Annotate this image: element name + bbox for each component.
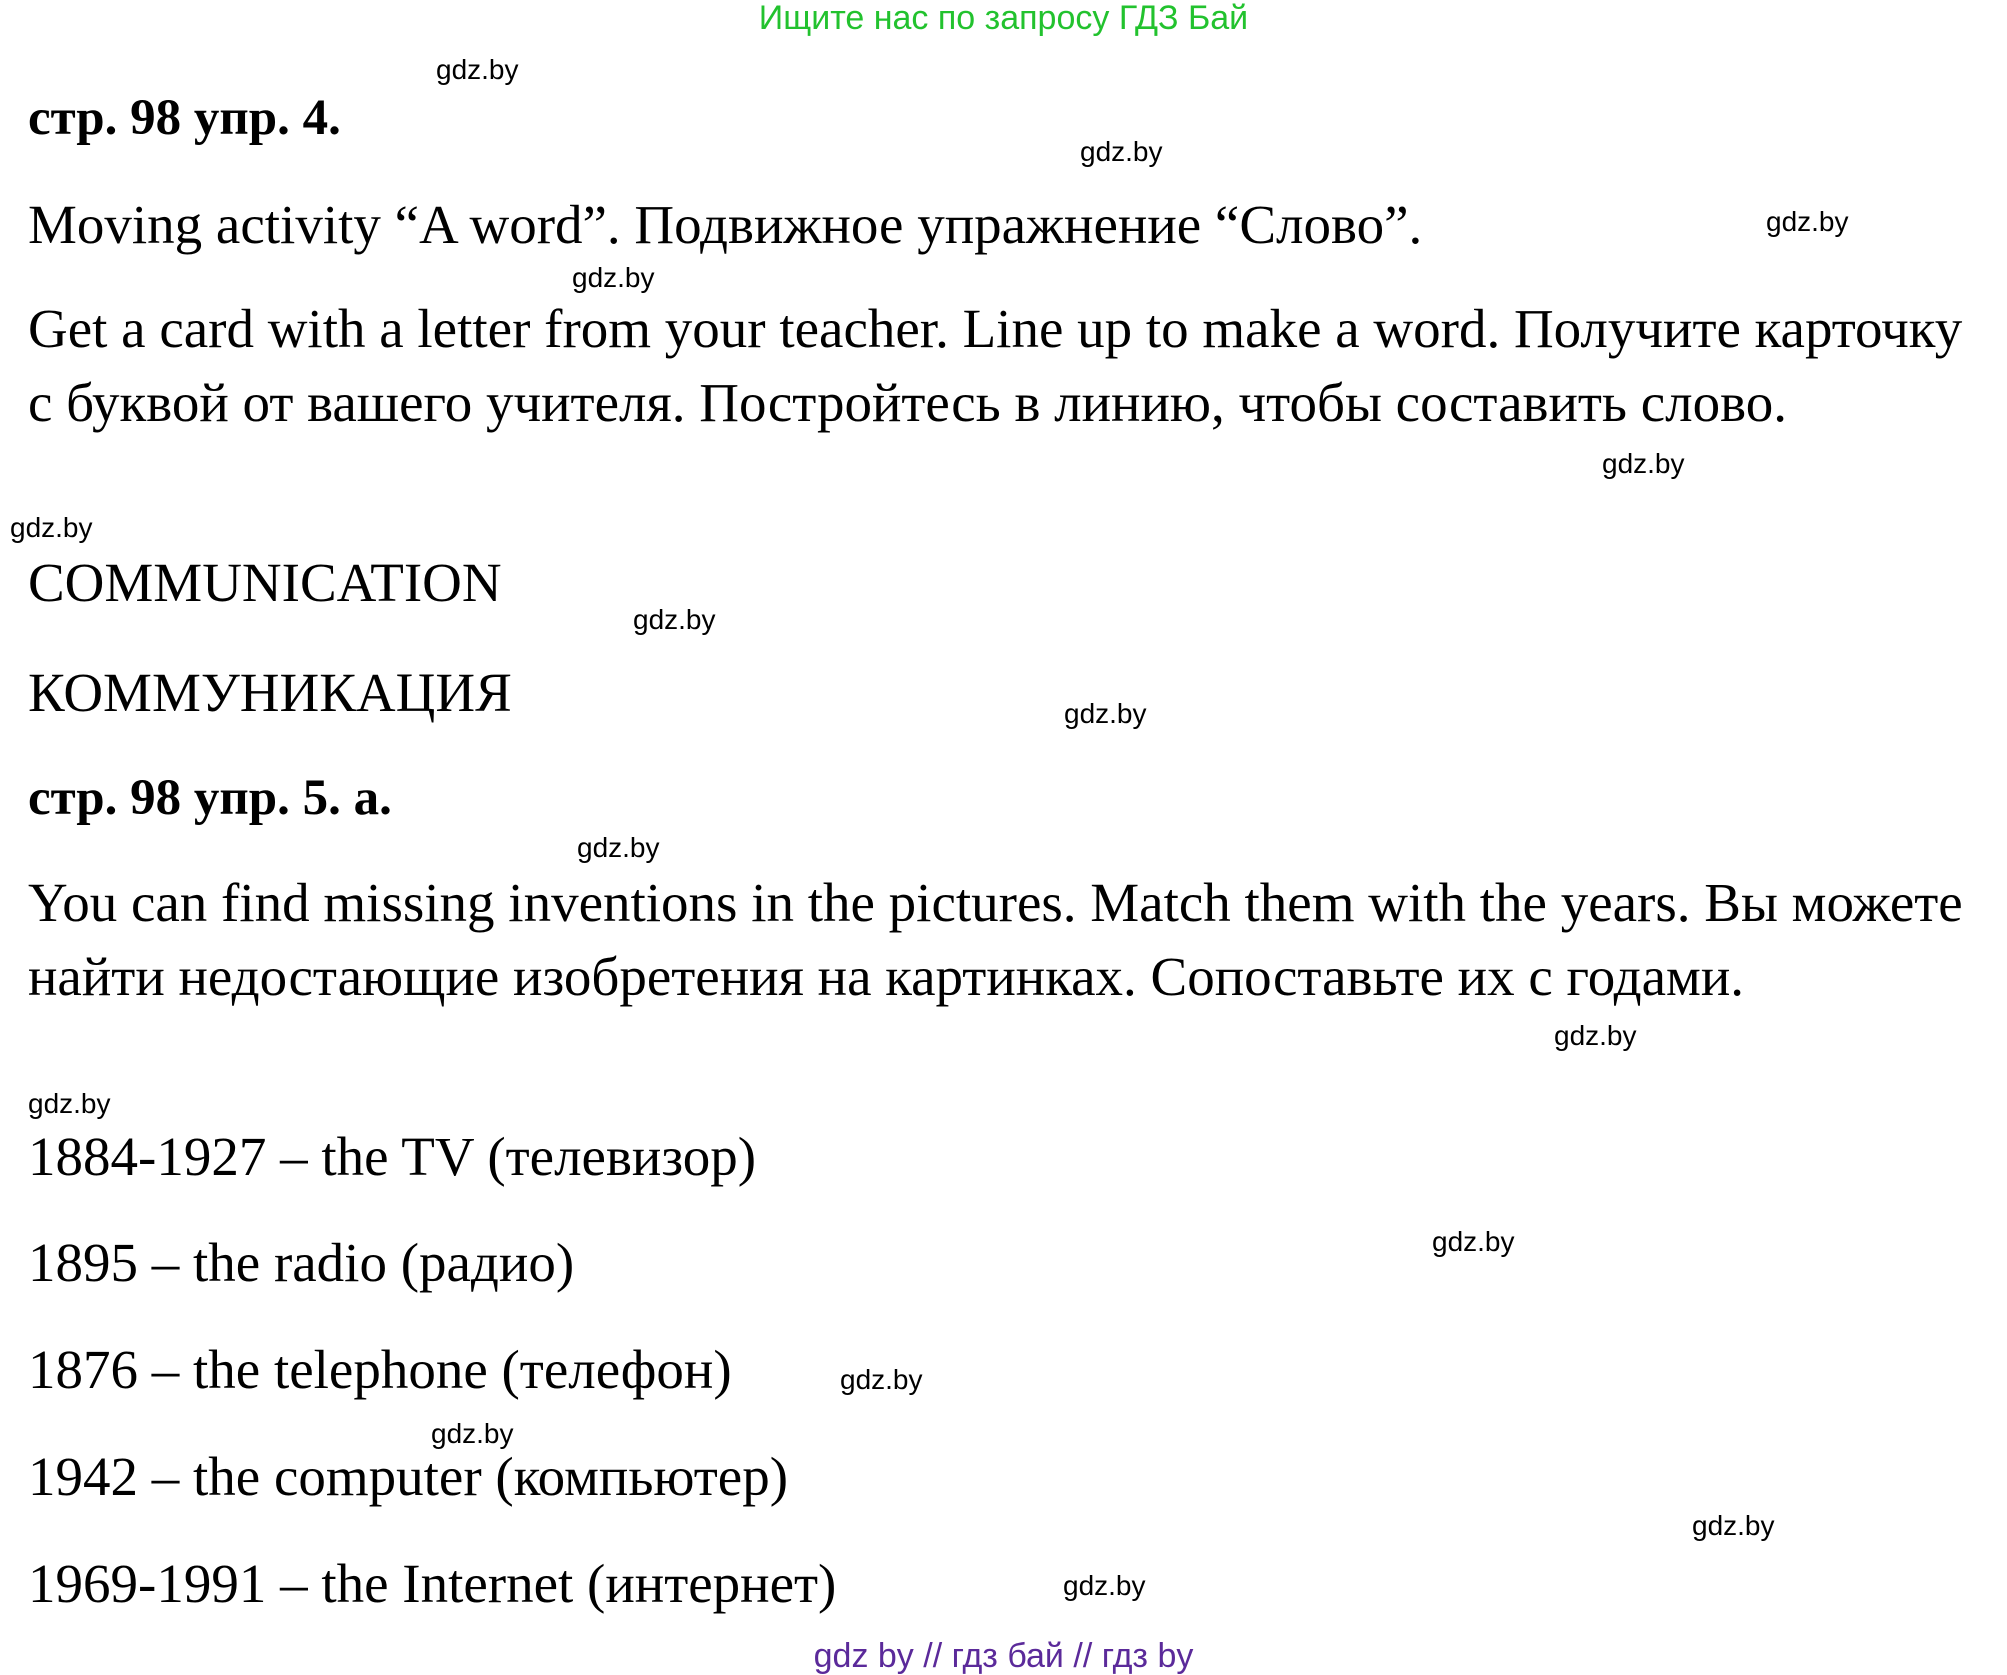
list-item: 1895 – the radio (радио): [28, 1232, 575, 1293]
watermark: gdz.by: [1766, 206, 1849, 237]
answer-russian: КОММУНИКАЦИЯ: [28, 662, 512, 723]
top-banner[interactable]: Ищите нас по запросу ГДЗ Бай: [758, 0, 1249, 37]
watermark: gdz.by: [633, 604, 716, 635]
watermark: gdz.by: [1602, 448, 1685, 479]
watermark: gdz.by: [572, 262, 655, 293]
watermark: gdz.by: [431, 1418, 514, 1449]
watermark: gdz.by: [1554, 1020, 1637, 1051]
list-item: 1876 – the telephone (телефон): [28, 1339, 732, 1400]
list-item: 1942 – the computer (компьютер): [28, 1446, 789, 1507]
watermark: gdz.by: [577, 832, 660, 863]
task-title: Moving activity “A word”. Подвижное упражнение “Слово”.: [28, 194, 1423, 255]
watermark: gdz.by: [436, 54, 519, 85]
section-heading: стр. 98 упр. 4.: [28, 90, 341, 146]
watermark: gdz.by: [1063, 1570, 1146, 1601]
answer-english: COMMUNICATION: [28, 552, 502, 613]
watermark: gdz.by: [28, 1088, 111, 1119]
list-item: 1884-1927 – the TV (телевизор): [28, 1126, 757, 1187]
watermark: gdz.by: [840, 1364, 923, 1395]
watermark: gdz.by: [1692, 1510, 1775, 1541]
section-heading: стр. 98 упр. 5. а.: [28, 770, 392, 826]
task-instruction: Get a card with a letter from your teacher. Line up to make a word. Получите карточку с буквой от вашего учителя. Постройтесь в линию, чтобы составить слово.: [28, 298, 1963, 433]
watermark: gdz.by: [10, 512, 93, 543]
watermark: gdz.by: [1064, 698, 1147, 729]
bottom-banner[interactable]: gdz by // гдз бай // гдз by: [813, 1637, 1194, 1675]
list-item: 1969-1991 – the Internet (интернет): [28, 1553, 837, 1614]
watermark: gdz.by: [1080, 136, 1163, 167]
task-instruction: You can find missing inventions in the pictures. Match them with the years. Вы можете найти недостающие изобретения на картинках. Сопоставьте их с годами.: [28, 872, 1963, 1007]
watermark: gdz.by: [1432, 1226, 1515, 1257]
